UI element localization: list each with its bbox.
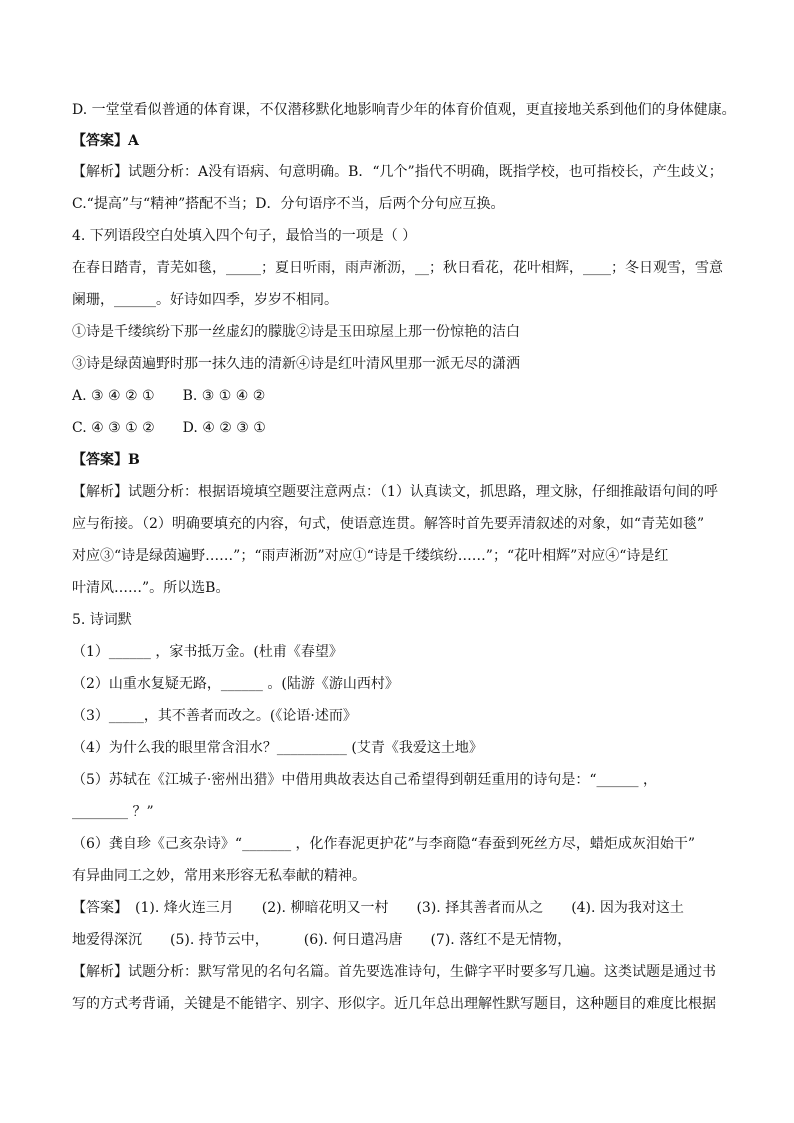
blank-item: 有异曲同工之妙，常用来形容无私奉献的精神。 (72, 868, 366, 884)
analysis-line: 应与衔接。（2）明确要填充的内容，句式，使语意连贯。解答时首先要弄清叙述的对象，如“青芜如毯” (72, 516, 705, 532)
question-title: 4. 下列语段空白处填入四个句子，最恰当的一项是（ ） (72, 228, 417, 244)
analysis-line: 写的方式考背诵，关键是不能错字、别字、形似字。近几年总出理解性默写题目，这种题目的难度比根据 (72, 996, 716, 1012)
analysis-line: 【解析】试题分析：默写常见的名句名篇。首先要选准诗句，生僻字平时要多写几遍。这类试题是通过书 (72, 964, 716, 980)
blank-item: （1）______ ，家书抵万金。(杜甫《春望》 (72, 644, 343, 660)
choice-line: C. ④ ③ ① ② D. ④ ② ③ ① (72, 420, 266, 436)
answer-line: 地爱得深沉 (5). 持节云中， (6). 何日遣冯唐 (7). 落红不是无情物， (72, 932, 572, 948)
blank-item: ________ ？” (72, 804, 154, 820)
analysis-line: 【解析】试题分析：根据语境填空题要注意两点：（1）认真读文，抓思路，理文脉，仔细推敲语句间的呼 (72, 484, 718, 500)
blank-item: （2）山重水复疑无路，______ 。(陆游《游山西村》 (72, 676, 399, 692)
analysis-line: 【解析】试题分析：A没有语病、句意明确。B．“几个”指代不明确，既指学校，也可指校长，产生歧义； (72, 164, 723, 180)
blank-item: （5）苏轼在《江城子·密州出猎》中借用典故表达自己希望得到朝廷重用的诗句是：“______ ， (72, 772, 657, 788)
blank-item: （3）_____，其不善者而改之。(《论语·述而》 (72, 708, 357, 724)
passage-line: 阑珊，______。好诗如四季，岁岁不相同。 (72, 292, 338, 308)
answer-line: 【答案】 (1). 烽火连三月 (2). 柳暗花明又一村 (3). 择其善者而从之 (4). 因为我对这土 (72, 900, 684, 916)
choice-line: A. ③ ④ ② ① B. ③ ① ④ ② (72, 388, 266, 404)
blank-item: （6）龚自珍《己亥杂诗》“_______ ，化作春泥更护花”与李商隐“春蚕到死丝方尽，蜡炬成灰泪始干” (72, 836, 695, 852)
passage-line: 在春日踏青，青芜如毯，_____；夏日听雨，雨声淅沥，__；秋日看花，花叶相辉，____；冬日观雪，雪意 (72, 260, 723, 276)
blank-item: （4）为什么我的眼里常含泪水？__________ (艾青《我爱这土地》 (72, 740, 483, 756)
answer-line: 【答案】A (72, 133, 139, 149)
sentence-options-line: ③诗是绿茵遍野时那一抹久违的清新④诗是红叶清风里那一派无尽的潇洒 (72, 356, 520, 372)
sentence-options-line: ①诗是千缕缤纷下那一丝虚幻的朦胧②诗是玉田琼屋上那一份惊艳的洁白 (72, 324, 520, 340)
analysis-line: 叶清风……”。所以选B。 (72, 580, 230, 596)
answer-line: 【答案】B (72, 452, 140, 468)
analysis-line: C.“提高”与“精神”搭配不当；D．分句语序不当，后两个分句应互换。 (72, 196, 505, 212)
option-d-line: D. 一堂堂看似普通的体育课，不仅潜移默化地影响青少年的体育价值观，更直接地关系到他们的身体健康。 (72, 102, 736, 118)
analysis-line: 对应③“诗是绿茵遍野……”；“雨声淅沥”对应①“诗是千缕缤纷……”；“花叶相辉”对应④“诗是红 (72, 548, 669, 564)
question-title: 5. 诗词默 (72, 612, 132, 628)
